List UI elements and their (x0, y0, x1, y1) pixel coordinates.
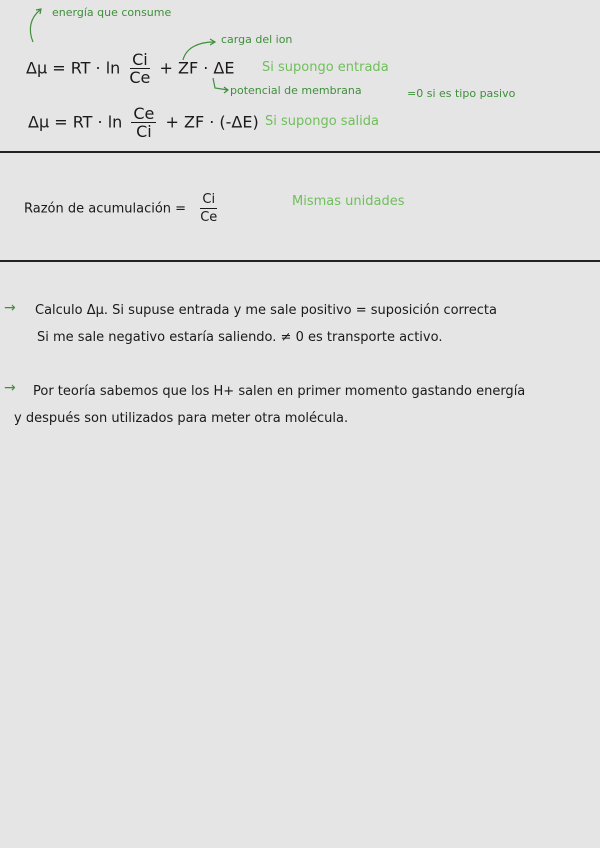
entry-note: Si supongo entrada (262, 60, 389, 75)
equation-exit-rhs: + ZF · (-ΔE) (165, 112, 259, 132)
equation-exit-lhs: Δμ = RT · ln (28, 112, 123, 132)
equation-entry-numerator: Ci (132, 50, 148, 69)
equation-entry (26, 52, 234, 86)
accumulation-denominator: Ce (200, 210, 218, 225)
exit-note: Si supongo salida (265, 114, 379, 129)
bullet-arrow-icon: → (4, 300, 16, 316)
annotation-potential: potencial de membrana (230, 84, 362, 97)
divider-2 (0, 260, 600, 262)
divider-1 (0, 151, 600, 153)
bullet1-line2: Si me sale negativo estaría saliendo. ≠ 0 es transporte activo. (37, 330, 443, 345)
passive-note: =0 si es tipo pasivo (407, 87, 516, 100)
accumulation-ratio (24, 192, 221, 226)
annotation-energy: energía que consume (52, 6, 172, 19)
equation-entry-lhs: Δμ = RT · ln (26, 58, 121, 78)
equation-entry-rhs: + ZF · ΔE (159, 58, 235, 78)
units-note: Mismas unidades (292, 194, 405, 209)
bullet2-line2: y después son utilizados para meter otra molécula. (14, 411, 349, 426)
annotation-charge: carga del ion (221, 33, 293, 46)
bullet1-line1: Calculo Δμ. Si supuse entrada y me sale positivo = suposición correcta (35, 303, 497, 318)
accumulation-label: Razón de acumulación = (24, 201, 187, 217)
bullet2-line1: Por teoría sabemos que los H+ salen en primer momento gastando energía (33, 384, 526, 399)
equation-exit-numerator: Ce (133, 104, 155, 123)
equation-exit-fraction (131, 106, 156, 140)
equation-entry-fraction (129, 52, 150, 86)
equation-entry-denominator: Ce (129, 68, 151, 87)
accumulation-fraction (200, 192, 217, 226)
accumulation-numerator: Ci (202, 192, 216, 207)
energy-arrow-icon (30, 10, 40, 42)
equation-exit-denominator: Ci (136, 122, 152, 141)
bullet-arrow-icon: → (4, 380, 16, 396)
equation-exit (28, 106, 259, 140)
